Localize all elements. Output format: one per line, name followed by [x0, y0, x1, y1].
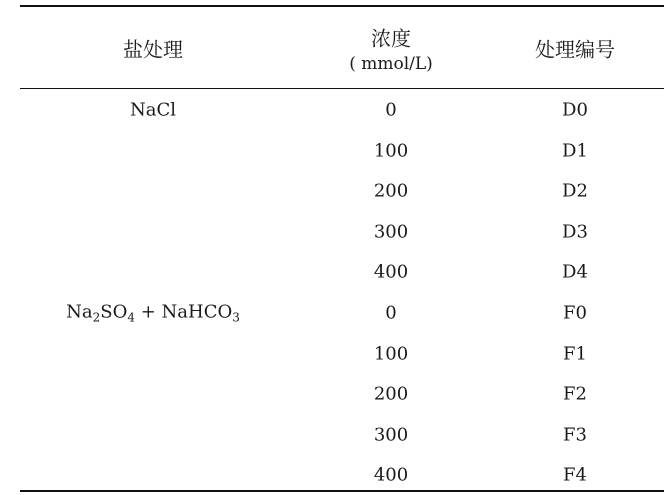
formula-subscript: 3 [232, 310, 240, 325]
header-concentration: 浓度 [371, 26, 411, 51]
code-cell: D3 [562, 221, 588, 243]
code-cell: D2 [562, 180, 588, 202]
bottom-rule [20, 490, 664, 492]
code-cell: F3 [563, 424, 587, 446]
header-treatment-code: 处理编号 [535, 37, 615, 62]
code-cell: F0 [563, 302, 587, 324]
top-rule [20, 5, 664, 7]
salt-label-nacl: NaCl [129, 99, 177, 121]
concentration-cell: 100 [373, 343, 409, 365]
header-rule [20, 88, 664, 89]
code-cell: D4 [562, 261, 588, 283]
concentration-cell: 300 [373, 221, 409, 243]
formula-part: Na [66, 301, 93, 323]
salt-label-mixed [66, 302, 240, 325]
code-cell: D0 [562, 99, 588, 121]
formula-subscript: 2 [92, 310, 101, 325]
formula-part: SO [100, 301, 128, 323]
concentration-cell: 100 [373, 140, 409, 162]
code-cell: F4 [563, 464, 587, 486]
concentration-cell: 0 [385, 302, 397, 324]
formula-subscript: 4 [127, 310, 135, 325]
formula-part: + NaHCO [134, 301, 233, 323]
concentration-cell: 400 [373, 261, 409, 283]
concentration-cell: 200 [373, 180, 409, 202]
code-cell: F2 [563, 383, 587, 405]
concentration-cell: 400 [373, 464, 409, 486]
concentration-cell: 0 [385, 99, 397, 121]
code-cell: D1 [562, 140, 588, 162]
concentration-cell: 300 [373, 424, 409, 446]
header-salt-treatment: 盐处理 [123, 37, 183, 62]
code-cell: F1 [563, 343, 587, 365]
header-concentration-unit: ( mmol/L) [349, 54, 433, 74]
concentration-cell: 200 [373, 383, 409, 405]
